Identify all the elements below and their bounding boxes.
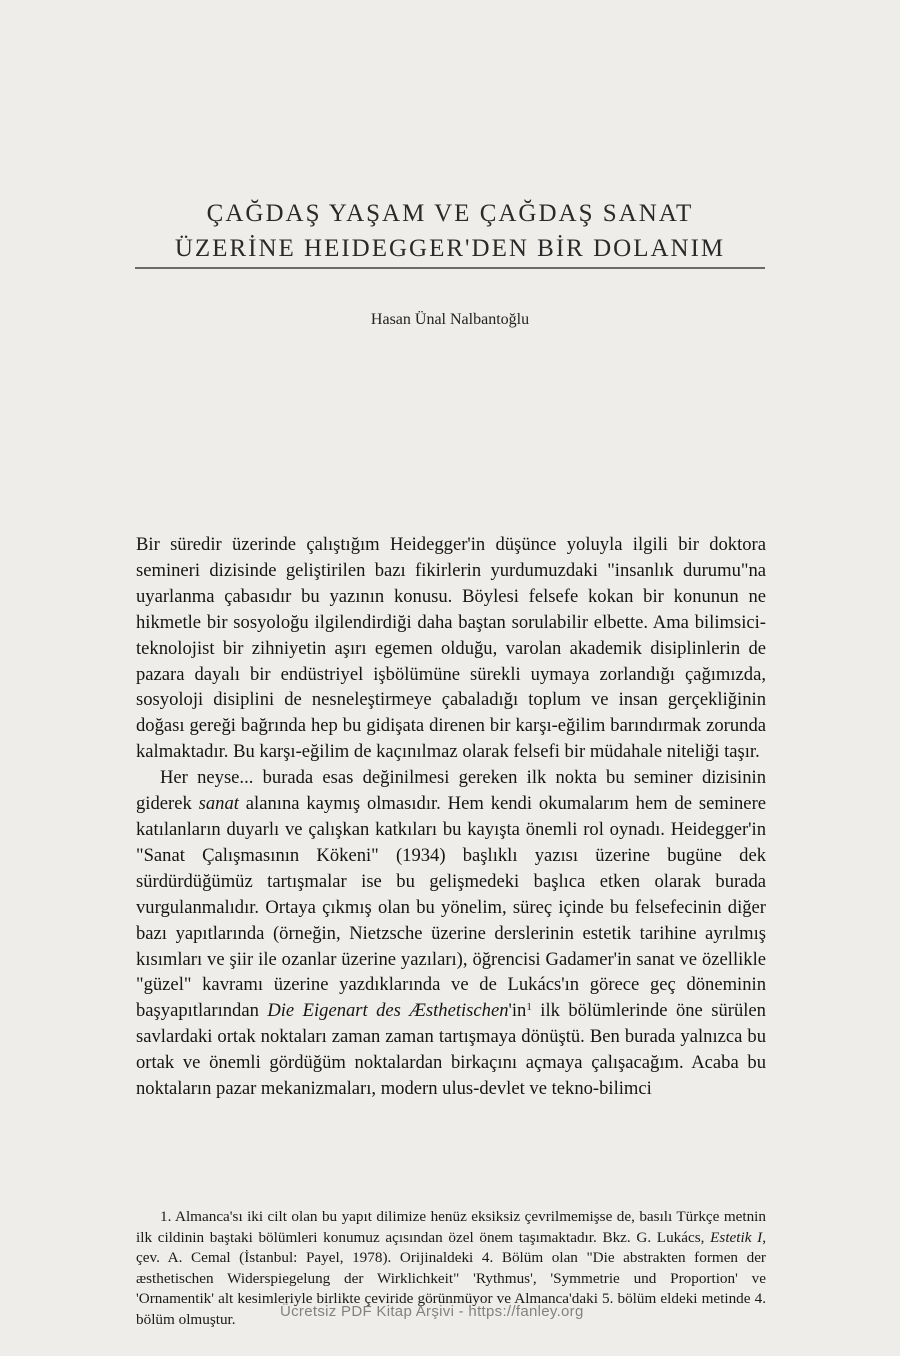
emphasis-sanat: sanat [198, 793, 239, 815]
article-title [110, 196, 790, 266]
title-divider [135, 267, 765, 269]
title-line-1: ÇAĞDAŞ YAŞAM VE ÇAĞDAŞ SANAT [206, 200, 694, 227]
footnote-text: 1. Almanca'sı iki cilt olan bu yapıt dilimize henüz eksiksiz çevrilmemişse de, basılı Türkçe metnin ilk cildinin baştaki bölümleri konumuz açısından özel önem taşımaktadır. Bkz. G. Lukács, [136, 1208, 766, 1246]
paragraph-2 [136, 765, 766, 1102]
author-name: Hasan Ünal Nalbantoğlu [370, 311, 530, 328]
footnote-book-title: Estetik I [710, 1228, 763, 1246]
footnote-marker-1[interactable]: 1 [526, 1001, 532, 1014]
body-text [136, 532, 766, 1102]
book-title-eigenart: Die Eigenart des Æsthetischen [267, 1000, 509, 1022]
footnote-text: , çev. A. Cemal (İstanbul: Payel, 1978). Orijinaldeki 4. Bölüm olan "Die abstrakten formen der æsthetischen Widerspiegelung der Wirklichkeit" 'Rythmus', 'Symmetrie und Proportion' ve 'Ornamentik' alt kesimleriyle birlikte çeviride görünmüyor ve Almanca'daki 5. bölüm eldeki metinde 4. bölüm olmuştur. [136, 1228, 766, 1328]
watermark: Ücretsiz PDF Kitap Arşivi - https://fanley.org [280, 1303, 584, 1320]
title-line-2: ÜZERİNE HEIDEGGER'DEN BİR DOLANIM [174, 235, 726, 262]
paragraph-2-text: alanına kaymış olmasıdır. Hem kendi okumalarım hem de seminere katılanların duyarlı ve çalışkan katkıları bu kayışta önemli rol oynadı. Heidegger'in "Sanat Çalışmasının Kökeni" (1934) başlıklı yazısı üzerine bugüne dek sürdürdüğümüz tartışmalar ise bu gelişmedeki başlıca etken olarak burada vurgulanmalıdır. Ortaya çıkmış olan bu yönelim, süreç içinde bu felsefecinin diğer bazı yapıtlarında (örneğin, Nietzsche üzerine derslerinin estetik tarihine ayrılmış kısımları ve şiir ile ozanlar üzerine yazıları), öğrencisi Gadamer'in sanat ve özellikle "güzel" kavramı üzerine yazdıklarında ve de Lukács'ın görece geç döneminin başyapıtlarından [136, 793, 767, 1022]
paragraph-2-text: ilk bölümlerinde öne sürülen savlardaki ortak noktaları zaman zaman tartışmaya dönüştü. Ben burada yalnızca bu ortak ve önemli gördüğüm noktalardan birkaçını açmaya çalışacağım. Acaba bu noktaların pazar mekanizmaları, modern ulus-devlet ve tekno-bilimci [136, 1000, 766, 1100]
paragraph-1: Bir süredir üzerinde çalıştığım Heidegger'in düşünce yoluyla ilgili bir doktora semineri dizisinde geliştirilen bazı fikirlerin yurdumuzdaki "insanlık durumu"na uyarlanma çabasıdır bu yazının konusu. Böylesi felsefe kokan bir konunun ne hikmetle bir sosyoloğu ilgilendirdiği daha baştan sorulabilir elbette. Ama bilimsici-teknolojist bir zihniyetin aşırı egemen olduğu, varolan akademik disiplinlerin de pazara dayalı bir endüstriyel işbölümüne sürekli uymaya zorlandığı çağımızda, sosyoloji disiplini de nesneleştirmeye çabaladığı toplum ve insan gerçekliğinin doğası gereği bağrında hep bu gidişata direnen bir karşı-eğilim barındırmak zorunda kalmaktadır. Bu karşı-eğilim de kaçınılmaz olarak felsefi bir müdahale niteliği taşır. [136, 534, 766, 763]
paragraph-2-text: Her neyse... burada esas değinilmesi gereken ilk nokta bu seminer dizisinin giderek [136, 767, 766, 815]
paragraph-2-text: 'in [508, 1000, 527, 1022]
